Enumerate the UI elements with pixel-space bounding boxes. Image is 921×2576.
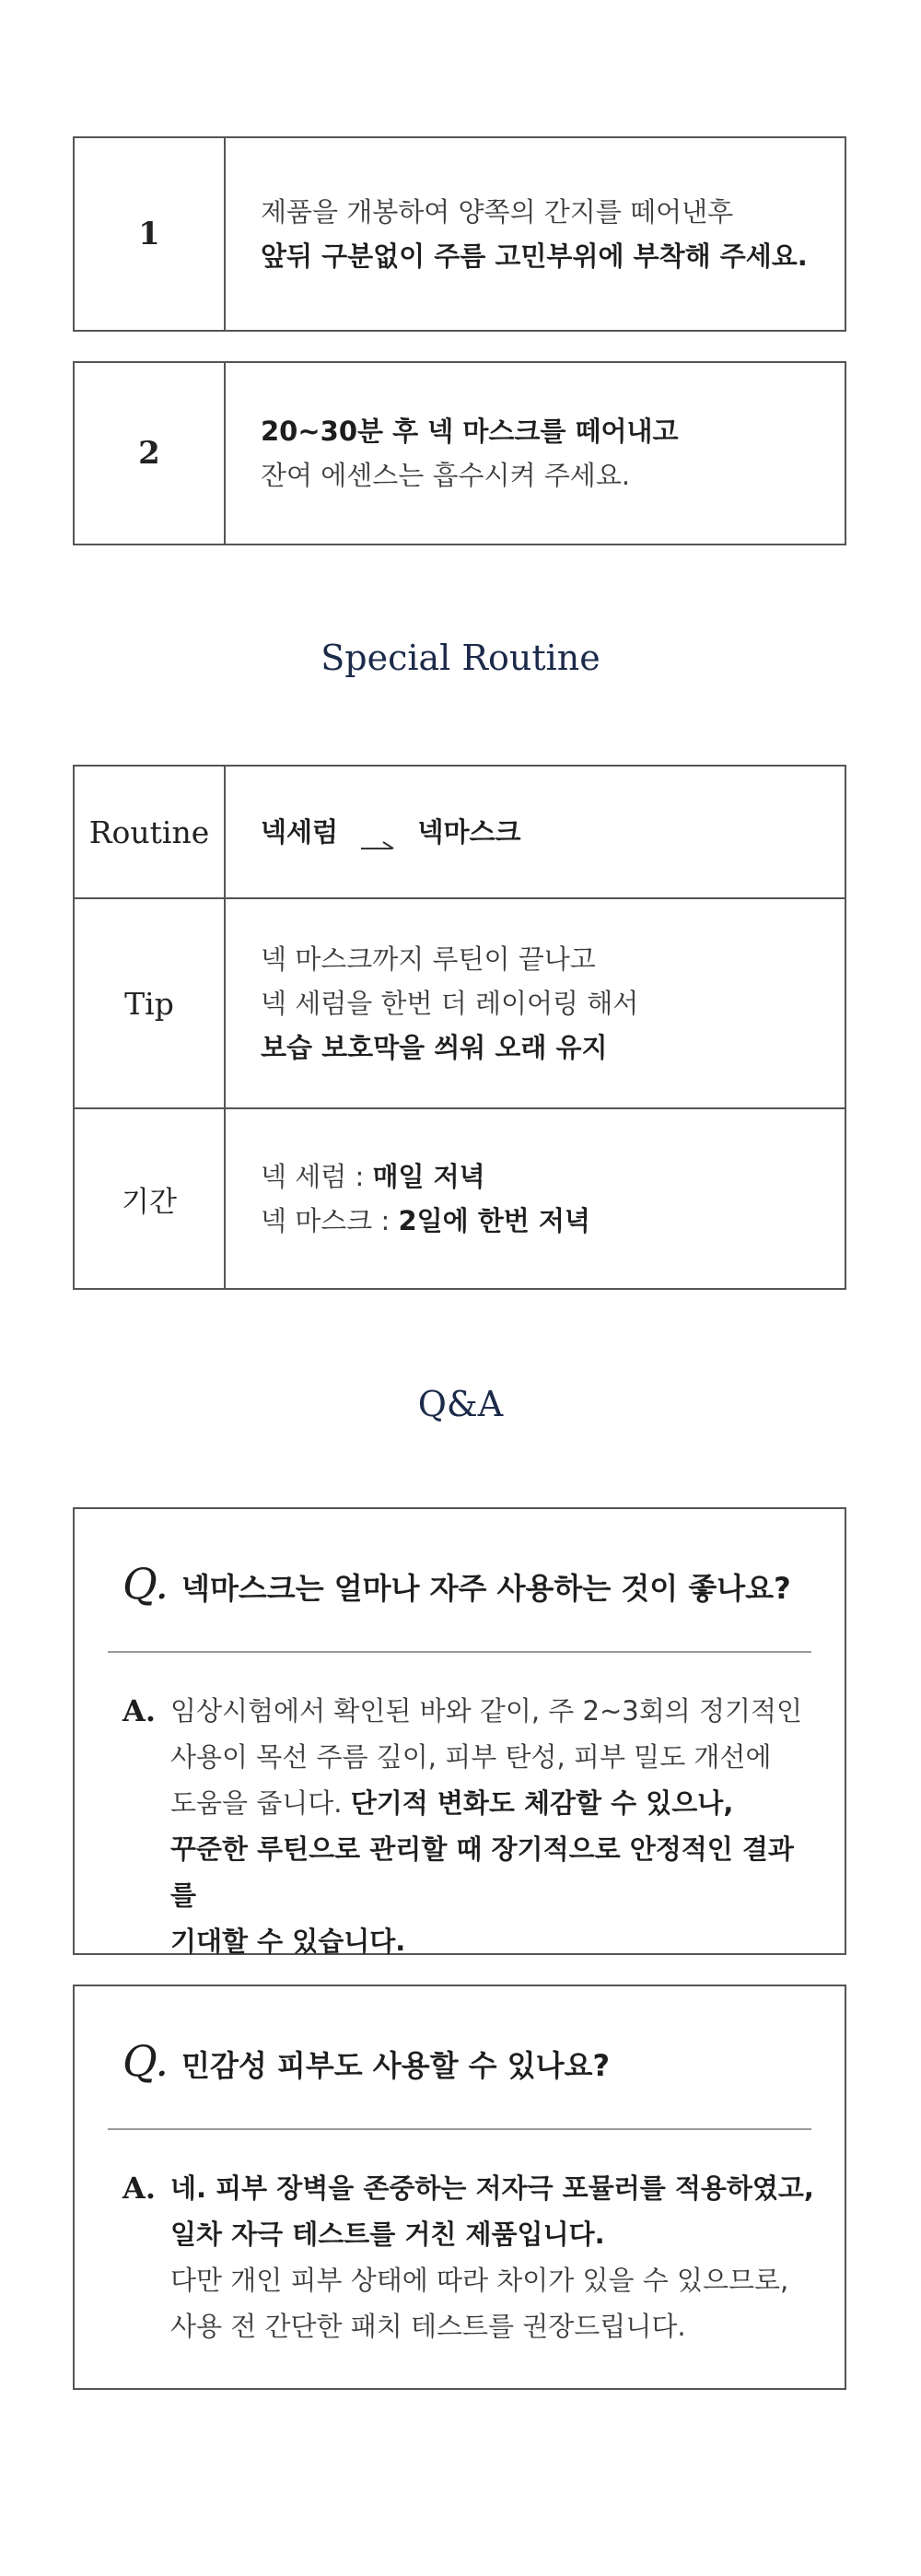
qa-divider <box>108 1651 811 1653</box>
mask-prefix: 넥 마스크 : <box>261 1205 399 1236</box>
step-text-line: 잔여 에센스는 흡수시켜 주세요. <box>261 460 631 491</box>
routine-row <box>75 767 845 899</box>
answer-line: 사용이 목선 주름 깊이, 피부 탄성, 피부 밀도 개선에 <box>170 1741 772 1773</box>
period-content <box>226 1109 845 1288</box>
routine-label: Routine <box>75 767 226 897</box>
tip-label: Tip <box>75 899 226 1107</box>
question-text: 민감성 피부도 사용할 수 있나요? <box>181 2048 611 2083</box>
step-instructions <box>226 138 845 330</box>
qa-divider <box>108 2128 811 2130</box>
routine-from: 넥세럼 <box>261 816 339 848</box>
qa-item-1 <box>73 1507 846 1955</box>
step-number: 1 <box>75 138 226 330</box>
tip-row <box>75 899 845 1109</box>
answer-text <box>170 1688 817 1964</box>
answer-line-light: 도움을 줍니다. <box>170 1787 351 1819</box>
a-mark: A. <box>122 2171 156 2206</box>
tip-content <box>226 899 845 1107</box>
answer-line-bold: 기대할 수 있습니다. <box>170 1926 406 1957</box>
qa-answer <box>122 1688 817 1964</box>
answer-line: 임상시험에서 확인된 바와 같이, 주 2~3회의 정기적인 <box>170 1695 803 1727</box>
tip-line: 넥 세럼을 한번 더 레이어링 해서 <box>261 988 639 1019</box>
step-instructions <box>226 363 845 544</box>
routine-to: 넥마스크 <box>417 816 521 848</box>
special-routine-title: Special Routine <box>321 638 600 678</box>
answer-line: 사용 전 간단한 패치 테스트를 권장드립니다. <box>170 2311 686 2342</box>
answer-text <box>170 2165 814 2349</box>
period-label: 기간 <box>75 1109 226 1288</box>
qa-answer <box>122 2165 817 2349</box>
answer-line-bold: 단기적 변화도 체감할 수 있으나, <box>350 1787 734 1819</box>
routine-content <box>226 767 845 897</box>
step-number: 2 <box>75 363 226 544</box>
a-mark: A. <box>122 1693 156 1728</box>
answer-line-bold: 일차 자극 테스트를 거친 제품입니다. <box>170 2219 605 2250</box>
step-text-line-bold: 앞뒤 구분없이 주름 고민부위에 부착해 주세요. <box>261 240 808 272</box>
answer-line-bold: 꾸준한 루틴으로 관리할 때 장기적으로 안정적인 결과를 <box>170 1833 794 1911</box>
answer-line: 다만 개인 피부 상태에 따라 차이가 있을 수 있으므로, <box>170 2265 789 2296</box>
right-arrow-icon <box>359 825 396 843</box>
step-text-line-bold: 20~30분 후 넥 마스크를 떼어내고 <box>261 416 679 447</box>
step-box-1 <box>73 136 846 332</box>
q-mark: Q. <box>122 1559 169 1609</box>
period-row <box>75 1109 845 1288</box>
serum-value: 매일 저녁 <box>372 1161 485 1192</box>
q-mark: Q. <box>122 2036 169 2086</box>
answer-line-bold: 네. 피부 장벽을 존중하는 저자극 포뮬러를 적용하였고, <box>170 2172 814 2204</box>
qa-item-2 <box>73 1985 846 2390</box>
mask-value: 2일에 한번 저녁 <box>398 1205 590 1236</box>
tip-line-bold: 보습 보호막을 씌워 오래 유지 <box>261 1032 608 1063</box>
qa-question <box>122 1559 791 1609</box>
serum-prefix: 넥 세럼 : <box>261 1161 373 1192</box>
question-text: 넥마스크는 얼마나 자주 사용하는 것이 좋나요? <box>181 1571 791 1606</box>
step-box-2 <box>73 361 846 545</box>
routine-table <box>73 765 846 1290</box>
step-text-line: 제품을 개봉하여 양쪽의 간지를 떼어낸후 <box>261 196 734 228</box>
qa-question <box>122 2036 610 2086</box>
qa-title: Q&A <box>417 1384 504 1424</box>
tip-line: 넥 마스크까지 루틴이 끝나고 <box>261 943 596 975</box>
